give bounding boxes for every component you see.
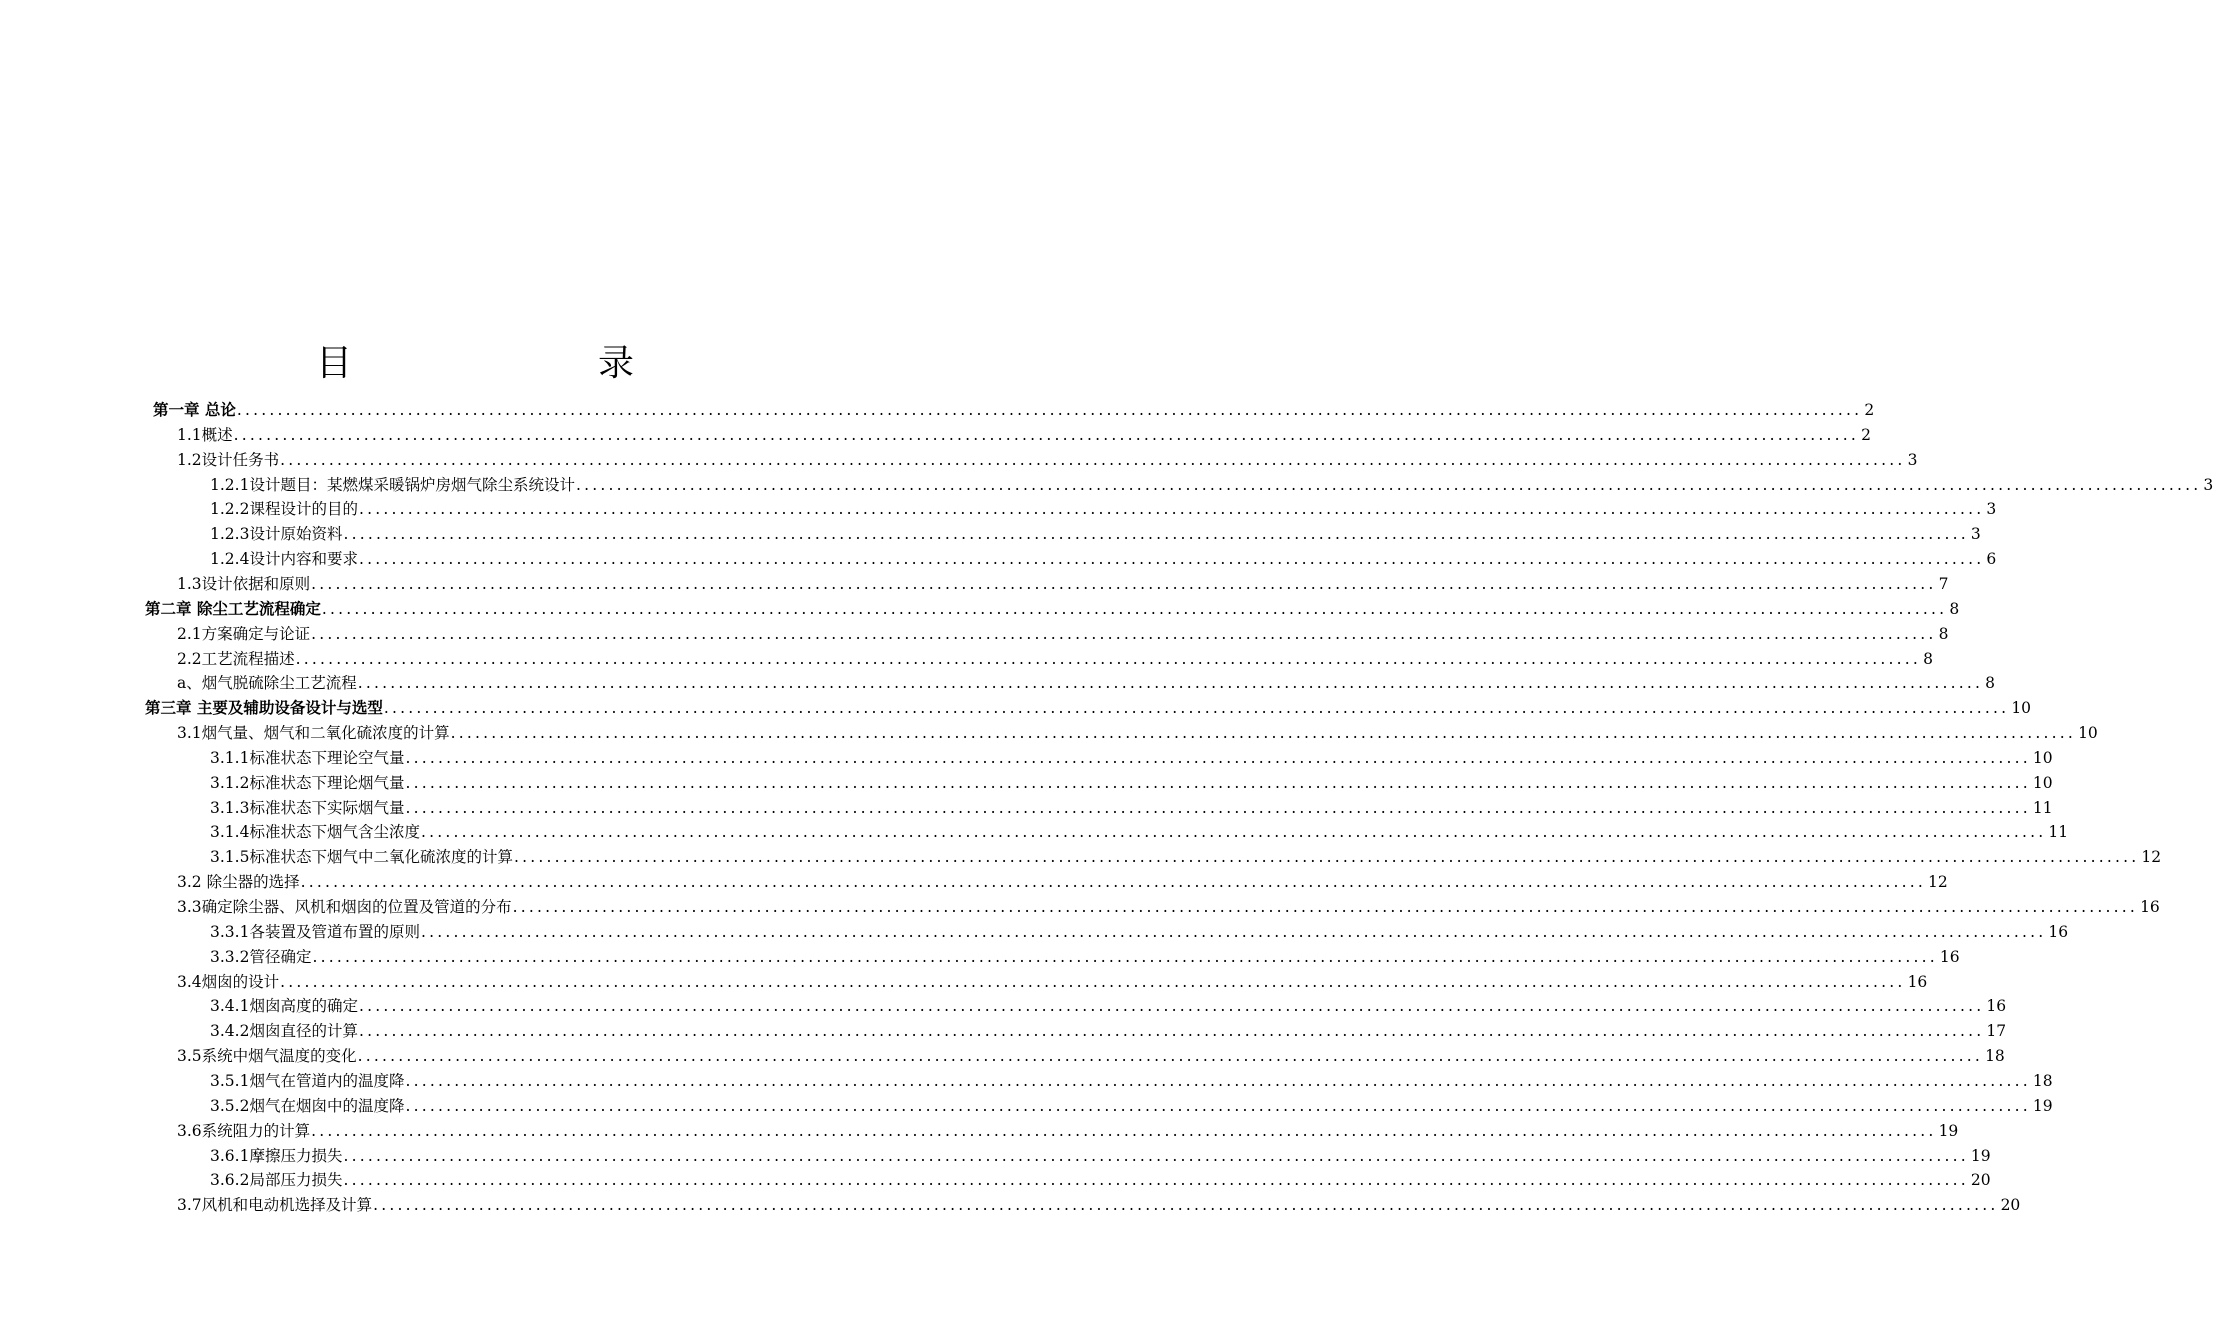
toc-entry-page-number: 20 (2000, 1196, 2021, 1215)
toc-entry-page-number: 16 (1907, 972, 1928, 991)
toc-entry[interactable] (177, 721, 2098, 745)
toc-entry-page-number: 20 (1970, 1171, 1991, 1190)
toc-entry[interactable] (210, 796, 2053, 820)
toc-entry-page-number: 12 (2141, 848, 2162, 867)
toc-entry[interactable] (210, 945, 1960, 969)
toc-entry-label: 1.2.2课程设计的目的 (210, 500, 358, 519)
dot-leader: ........................................................................................................................................................................................................ (420, 823, 2047, 842)
toc-entry[interactable] (177, 870, 1948, 894)
toc-entry-page-number: 8 (1923, 649, 1933, 668)
toc-entry-label: 3.1.2标准状态下理论烟气量 (210, 773, 405, 792)
toc-entry-page-number: 16 (1986, 997, 2007, 1016)
toc-entry-page-number: 8 (1985, 674, 1996, 693)
toc-entry[interactable] (210, 1144, 1991, 1168)
toc-entry[interactable] (177, 1193, 2021, 1217)
toc-entry[interactable] (153, 398, 1875, 422)
toc-entry-page-number: 18 (2032, 1071, 2053, 1090)
toc-entry-page-number: 7 (1938, 574, 1949, 593)
dot-leader: ........................................................................................................................................................................................................ (311, 1121, 1937, 1140)
dot-leader: ........................................................................................................................................................................................................ (357, 674, 1984, 693)
toc-entry-label: 3.1烟气量、烟气和二氧化硫浓度的计算 (177, 724, 450, 743)
dot-leader: ........................................................................................................................................................................................................ (280, 450, 1906, 469)
dot-leader: ........................................................................................................................................................................................................ (321, 599, 1948, 618)
toc-entry-label: 3.1.1标准状态下理论空气量 (210, 748, 405, 767)
toc-entry-page-number: 16 (2048, 922, 2069, 941)
toc-entry-label: 2.2工艺流程描述 (177, 649, 295, 668)
toc-entry-page-number: 11 (2048, 823, 2069, 842)
toc-entry[interactable] (177, 1044, 2005, 1068)
dot-leader: ........................................................................................................................................................................................................ (358, 500, 1985, 519)
dot-leader: ........................................................................................................................................................................................................ (405, 748, 2031, 767)
dot-leader: ........................................................................................................................................................................................................ (405, 798, 2031, 817)
toc-entry-label: 1.2.1设计题目：某燃煤采暖锅炉房烟气除尘系统设计 (210, 475, 575, 494)
toc-entry[interactable] (210, 522, 1981, 546)
toc-entry-label: 第三章 主要及辅助设备设计与选型 (145, 699, 383, 718)
dot-leader: ........................................................................................................................................................................................................ (236, 401, 1863, 419)
dot-leader: ........................................................................................................................................................................................................ (575, 475, 2202, 494)
toc-entry[interactable] (210, 1019, 2007, 1043)
toc-entry[interactable] (177, 970, 1928, 994)
dot-leader: ........................................................................................................................................................................................................ (405, 1096, 2031, 1115)
toc-entry-page-number: 12 (1927, 873, 1948, 892)
toc-entry[interactable] (210, 845, 2162, 869)
dot-leader: ........................................................................................................................................................................................................ (233, 425, 1860, 444)
dot-leader: ........................................................................................................................................................................................................ (357, 1047, 1984, 1066)
toc-entry-label: 3.4.2烟囱直径的计算 (210, 1022, 358, 1041)
toc-entry[interactable] (210, 746, 2053, 770)
toc-entry-label: 3.1.3标准状态下实际烟气量 (210, 798, 405, 817)
toc-entry-label: 3.6系统阻力的计算 (177, 1121, 311, 1140)
dot-leader: ........................................................................................................................................................................................................ (405, 773, 2031, 792)
toc-entry[interactable] (177, 1119, 1959, 1143)
toc-entry-page-number: 19 (1970, 1146, 1991, 1165)
dot-leader: ........................................................................................................................................................................................................ (343, 1146, 1969, 1165)
toc-entry-page-number: 17 (1986, 1022, 2007, 1041)
toc-entry-page-number: 2 (1864, 401, 1875, 419)
toc-entry-label: 2.1方案确定与论证 (177, 624, 311, 643)
toc-entry[interactable] (210, 994, 2007, 1018)
dot-leader: ........................................................................................................................................................................................................ (311, 574, 1937, 593)
toc-entry-page-number: 8 (1949, 599, 1960, 618)
toc-entry-label: 3.3.2管径确定 (210, 947, 312, 966)
toc-entry[interactable] (145, 597, 1960, 621)
dot-leader: ........................................................................................................................................................................................................ (312, 947, 1938, 966)
toc-entry-page-number: 10 (2032, 773, 2053, 792)
toc-entry[interactable] (210, 820, 2069, 844)
toc-entry-page-number: 10 (2078, 724, 2098, 743)
toc-entry-page-number: 3 (2203, 475, 2213, 494)
dot-leader: ........................................................................................................................................................................................................ (512, 898, 2139, 916)
dot-leader: ........................................................................................................................................................................................................ (343, 525, 1969, 544)
toc-entry[interactable] (177, 895, 2160, 919)
toc-entry[interactable] (145, 696, 2032, 720)
toc-entry[interactable] (177, 671, 1996, 695)
dot-leader: ........................................................................................................................................................................................................ (343, 1171, 1969, 1190)
dot-leader: ........................................................................................................................................................................................................ (358, 550, 1985, 569)
dot-leader: ........................................................................................................................................................................................................ (280, 972, 1906, 991)
dot-leader: ........................................................................................................................................................................................................ (358, 1022, 1985, 1041)
dot-leader: ........................................................................................................................................................................................................ (513, 848, 2140, 867)
toc-entry-label: 第二章 除尘工艺流程确定 (145, 599, 321, 618)
toc-entry-label: 3.6.1摩擦压力损失 (210, 1146, 343, 1165)
dot-leader: ........................................................................................................................................................................................................ (358, 997, 1985, 1016)
dot-leader: ........................................................................................................................................................................................................ (300, 873, 1926, 892)
dot-leader: ........................................................................................................................................................................................................ (311, 624, 1937, 643)
toc-entry-label: 3.1.4标准状态下烟气含尘浓度 (210, 823, 420, 842)
dot-leader: ........................................................................................................................................................................................................ (405, 1071, 2031, 1090)
toc-entry-page-number: 16 (1939, 947, 1960, 966)
dot-leader: ........................................................................................................................................................................................................ (383, 699, 2010, 718)
toc-entry-page-number: 2 (1861, 425, 1871, 444)
toc-entry-label: 3.5.2烟气在烟囱中的温度降 (210, 1096, 405, 1115)
toc-entry-page-number: 19 (2032, 1096, 2053, 1115)
toc-entry-page-number: 10 (2011, 699, 2032, 718)
toc-entry[interactable] (177, 423, 1871, 447)
toc-entry-label: 1.2.4设计内容和要求 (210, 550, 358, 569)
toc-entry-label: 3.7风机和电动机选择及计算 (177, 1196, 373, 1215)
toc-entry-label: 3.3.1各装置及管道布置的原则 (210, 922, 420, 941)
toc-entry[interactable] (177, 572, 1949, 596)
toc-entry-label: 3.1.5标准状态下烟气中二氧化硫浓度的计算 (210, 848, 513, 867)
toc-entry[interactable] (210, 1069, 2053, 1093)
dot-leader: ........................................................................................................................................................................................................ (450, 724, 2077, 743)
toc-entry[interactable] (210, 547, 1997, 571)
toc-entry-label: 第一章 总论 (153, 401, 236, 419)
toc-entry-page-number: 8 (1938, 624, 1949, 643)
toc-entry[interactable] (210, 1094, 2053, 1118)
toc-entry[interactable] (210, 1168, 1991, 1192)
toc-entry-page-number: 16 (2140, 898, 2160, 916)
toc-entry-page-number: 18 (1985, 1047, 2005, 1066)
toc-entry-page-number: 6 (1986, 550, 1997, 569)
toc-entry-label: 3.5系统中烟气温度的变化 (177, 1047, 357, 1066)
toc-entry-page-number: 3 (1907, 450, 1918, 469)
toc-entry-page-number: 19 (1938, 1121, 1959, 1140)
toc-entry-page-number: 3 (1970, 525, 1981, 544)
dot-leader: ........................................................................................................................................................................................................ (373, 1196, 1999, 1215)
toc-entry-label: 3.5.1烟气在管道内的温度降 (210, 1071, 405, 1090)
toc-entry-label: 3.4烟囱的设计 (177, 972, 280, 991)
toc-entry-label: 1.2.3设计原始资料 (210, 525, 343, 544)
toc-entry[interactable] (177, 647, 1933, 671)
toc-entry[interactable] (210, 920, 2069, 944)
dot-leader: ........................................................................................................................................................................................................ (420, 922, 2047, 941)
toc-entry[interactable] (210, 473, 2213, 497)
toc-entry-label: 3.2 除尘器的选择 (177, 873, 300, 892)
toc-entry[interactable] (210, 771, 2053, 795)
toc-entry-page-number: 3 (1986, 500, 1997, 519)
toc-entry-label: 3.4.1烟囱高度的确定 (210, 997, 358, 1016)
toc-entry[interactable] (177, 448, 1918, 472)
toc-entry-label: a、烟气脱硫除尘工艺流程 (177, 674, 357, 693)
dot-leader: ........................................................................................................................................................................................................ (295, 649, 1922, 668)
toc-entry-label: 1.2设计任务书 (177, 450, 280, 469)
toc-entry-page-number: 11 (2032, 798, 2053, 817)
toc-entry-page-number: 10 (2032, 748, 2053, 767)
toc-entry[interactable] (210, 497, 1997, 521)
page-title: 目 录 (315, 343, 692, 384)
toc-entry[interactable] (177, 622, 1949, 646)
toc-entry-label: 3.3确定除尘器、风机和烟囱的位置及管道的分布 (177, 898, 512, 916)
toc-entry-label: 3.6.2局部压力损失 (210, 1171, 343, 1190)
toc-entry-label: 1.1概述 (177, 425, 233, 444)
toc-entry-label: 1.3设计依据和原则 (177, 574, 311, 593)
